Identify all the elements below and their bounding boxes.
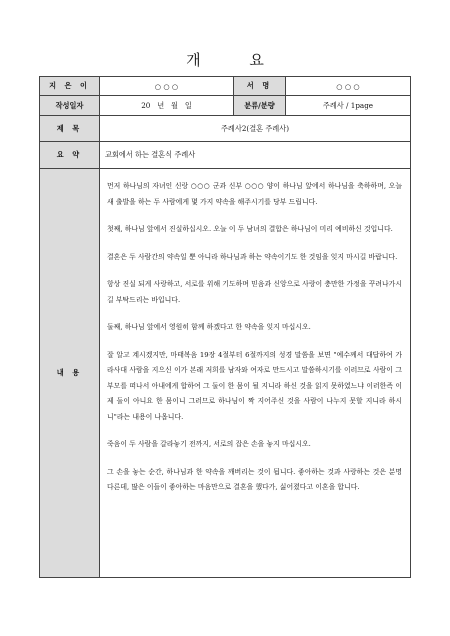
content-paragraph: 결혼은 두 사람간의 약속일 뿐 아니라 하나님과 하는 약속이기도 한 것임을 잊지 마시길 바랍니다. [107,252,398,261]
subject-row [40,116,411,142]
date-label: 작성일자 [40,96,100,116]
category-label: 분류/분량 [234,96,286,116]
overview-form [39,76,411,578]
content-body[interactable] [100,169,411,578]
category-value[interactable]: 주례사 / 1page [286,96,411,116]
content-row [40,169,411,578]
signature-value[interactable]: ○ ○ ○ [286,77,411,96]
author-label: 지 은 이 [40,77,100,96]
content-paragraph: 죽음이 두 사람을 갈라놓기 전까지, 서로의 잡은 손을 놓지 마십시오. [107,440,311,448]
content-paragraph: 그 손을 놓는 순간, 하나님과 한 약속을 깨버리는 것이 됩니다. 좋아하는 것과 사랑하는 것은 분명 다른데, 많은 이들이 좋아하는 마음만으로 결혼을 했다가, 싫어졌다고 이혼을 합니다. [107,467,402,491]
summary-row [40,142,411,169]
signature-label: 서 명 [234,77,286,96]
author-row [40,77,411,96]
summary-label: 요 약 [40,142,100,169]
content-paragraph: 잘 알고 계시겠지만, 마태복음 19장 4절부터 6절까지의 성경 말씀을 보면 "예수께서 대답하여 가라사대 사람을 지으신 이가 본래 저희를 남자와 여자로 만드시고 말씀하시기를 이러므로 사람이 그 부모를 떠나서 아내에게 합하여 그 둘이 한 몸이 될 지니라 하신 것을 읽지 못하였느냐 이러한즉 이제 둘이 아니요 한 몸이니 그러므로 하나님이 짝 지어주신 것을 사람이 나누지 못할 지니라 하시니"라는 내용이 나옵니다. [107,350,402,421]
content-paragraph: 첫째, 하나님 앞에서 진실하십시오. 오늘 이 두 남녀의 결합은 하나님이 미리 예비하신 것입니다. [107,225,393,233]
date-row [40,96,411,116]
subject-value[interactable]: 주례사2(결혼 주례사) [100,116,411,142]
summary-value[interactable]: 교회에서 하는 결혼식 주례사 [100,142,411,169]
author-value[interactable]: ○ ○ ○ [100,77,234,96]
content-paragraph: 먼저 하나님의 자녀인 신랑 ○○○ 군과 신부 ○○○ 양이 하나님 앞에서 하나님을 축하하며, 오늘 새 출발을 하는 두 사람에게 몇 가지 약속을 해주시기를 당부 드립니다. [107,182,402,206]
subject-label: 제 목 [40,116,100,142]
content-label: 내 용 [40,169,100,578]
content-paragraph: 둘째, 하나님 앞에서 영원히 함께 하겠다고 한 약속을 잊지 마십시오. [107,323,311,331]
content-paragraph: 항상 진실 되게 사랑하고, 서로를 위해 기도하며 믿음과 신앙으로 사랑이 충만한 가정을 꾸려나가시길 부탁드리는 바입니다. [107,280,402,304]
date-value[interactable]: 20 년 월 일 [100,96,234,116]
document-title: 개 요 [186,51,286,69]
